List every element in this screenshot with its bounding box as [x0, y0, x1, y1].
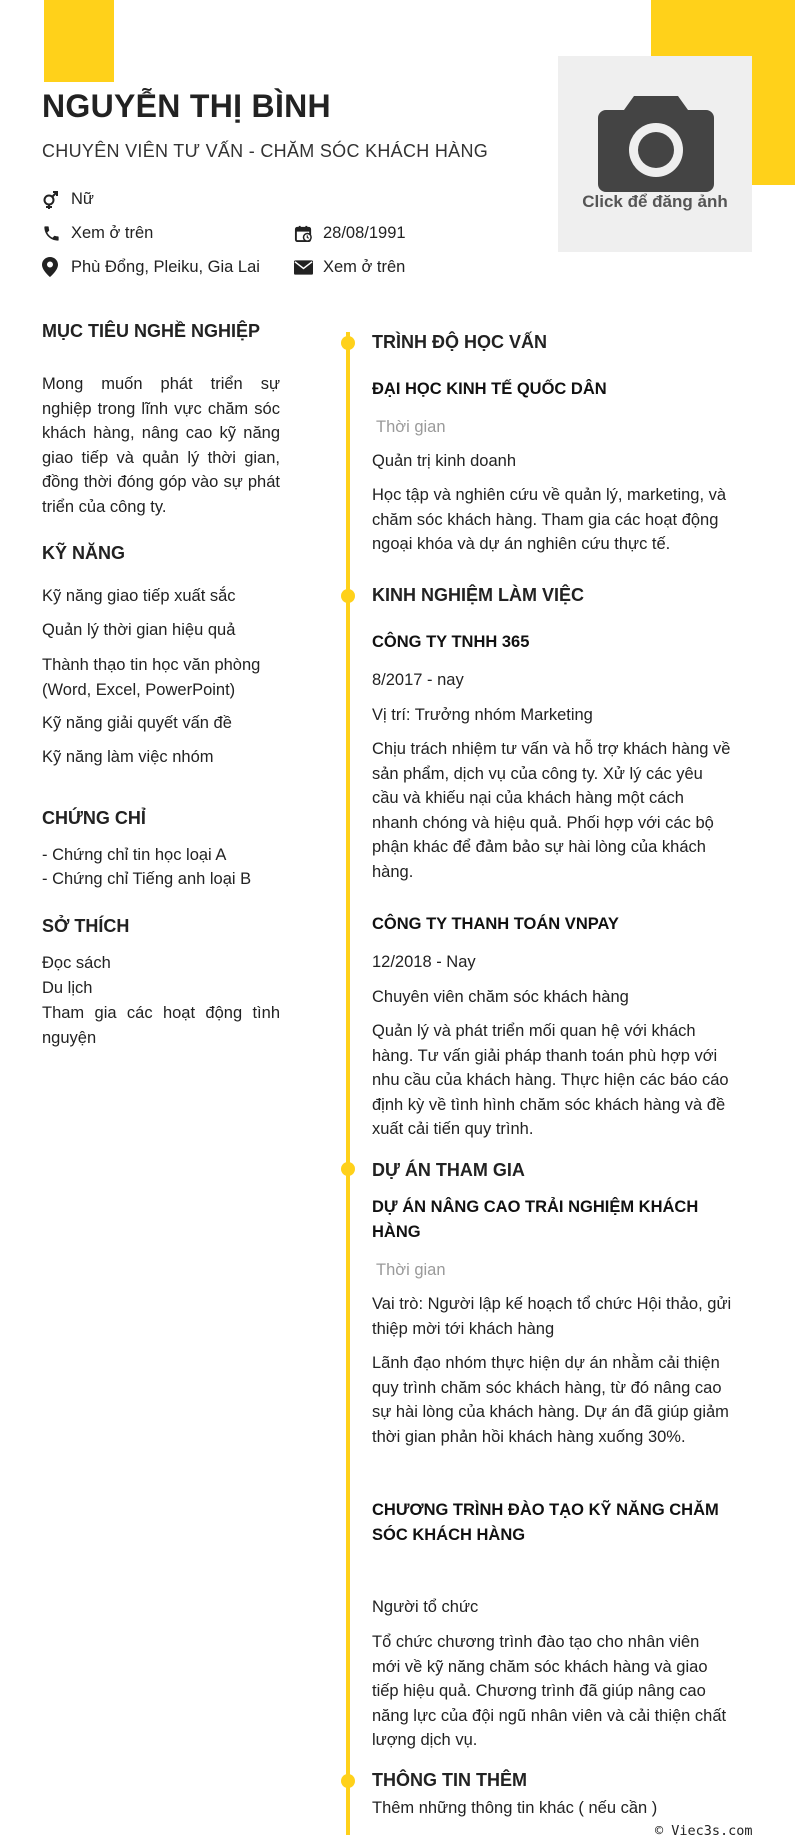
address-value: Phù Đổng, Pleiku, Gia Lai — [71, 257, 260, 276]
school-name: ĐẠI HỌC KINH TẾ QUỐC DÂN — [372, 380, 607, 398]
extra-text: Thêm những thông tin khác ( nếu cần ) — [372, 1799, 658, 1817]
education-time: Thời gian — [376, 418, 446, 436]
timeline-dot — [341, 1162, 355, 1176]
objective-title: MỤC TIÊU NGHỀ NGHIỆP — [42, 321, 261, 341]
job-role: Vị trí: Trưởng nhóm Marketing — [372, 706, 593, 724]
project-name: CHƯƠNG TRÌNH ĐÀO TẠO KỸ NĂNG CHĂM SÓC KHÁCH HÀNG — [372, 1501, 719, 1544]
photo-upload-label: Click để đăng ảnh — [582, 192, 728, 211]
experience-title: KINH NGHIỆM LÀM VIỆC — [372, 585, 585, 605]
certificates-title: CHỨNG CHỈ — [42, 808, 146, 828]
contact-address — [42, 257, 260, 277]
timeline-dot — [341, 336, 355, 350]
extra-title: THÔNG TIN THÊM — [372, 1770, 527, 1790]
candidate-name: NGUYỄN THỊ BÌNH — [42, 88, 331, 124]
skill-item: Thành thạo tin học văn phòng (Word, Excel, PowerPoint) — [42, 656, 261, 699]
job-time: 12/2018 - Nay — [372, 953, 476, 971]
skill-item: Kỹ năng giải quyết vấn đề — [42, 714, 232, 732]
skill-item: Quản lý thời gian hiệu quả — [42, 621, 236, 639]
contact-gender — [42, 189, 94, 209]
objective-text: Mong muốn phát triển sự nghiệp trong lĩnh vực chăm sóc khách hàng, nâng cao kỹ năng giao tiếp và quản lý thời gian, đồng thời đóng góp vào sự phát triển của công ty. — [42, 375, 280, 516]
decor-block-left — [44, 0, 114, 82]
phone-icon — [42, 223, 66, 243]
email-value: Xem ở trên — [323, 257, 406, 276]
email-icon — [294, 257, 318, 277]
skills-title: KỸ NĂNG — [42, 543, 126, 563]
certificate-item: - Chứng chỉ Tiếng anh loại B — [42, 870, 252, 888]
contact-birthday — [294, 223, 406, 243]
project-desc: Tổ chức chương trình đào tạo cho nhân viên mới về kỹ năng chăm sóc khách hàng và giao tiếp hiệu quả. Chương trình đã giúp nâng cao năng lực của đội ngũ nhân viên và cải thiện chất lượng dịch vụ. — [372, 1633, 727, 1749]
hobbies-title: SỞ THÍCH — [42, 916, 130, 936]
timeline-dot — [341, 1774, 355, 1788]
education-title: TRÌNH ĐỘ HỌC VẤN — [372, 332, 547, 352]
certificate-item: - Chứng chỉ tin học loại A — [42, 846, 227, 864]
phone-value: Xem ở trên — [71, 223, 154, 242]
project-role: Vai trò: Người lập kế hoạch tổ chức Hội thảo, gửi thiệp mời tới khách hàng — [372, 1295, 732, 1338]
education-desc: Học tập và nghiên cứu về quản lý, marketing, và chăm sóc khách hàng. Tham gia các hoạt động ngoại khóa và dự án nghiên cứu thực tế. — [372, 486, 727, 553]
contact-phone — [42, 223, 153, 243]
hobby-item: Tham gia các hoạt động tình nguyện — [42, 1004, 280, 1047]
project-name: DỰ ÁN NÂNG CAO TRẢI NGHIỆM KHÁCH HÀNG — [372, 1198, 699, 1241]
hobby-item: Đọc sách — [42, 954, 111, 972]
project-desc: Lãnh đạo nhóm thực hiện dự án nhằm cải thiện quy trình chăm sóc khách hàng, từ đó nâng cao sự hài lòng của khách hàng. Dự án đã giúp giảm thời gian phản hồi khách hàng xuống 30%. — [372, 1354, 729, 1446]
skill-item: Kỹ năng giao tiếp xuất sắc — [42, 587, 236, 605]
project-time: Thời gian — [376, 1261, 446, 1279]
job-company: CÔNG TY THANH TOÁN VNPAY — [372, 915, 619, 933]
camera-icon — [598, 92, 714, 192]
job-desc: Quản lý và phát triển mối quan hệ với khách hàng. Tư vấn giải pháp thanh toán phù hợp với nhu cầu của khách hàng. Thực hiện các báo cáo định kỳ về tình hình chăm sóc khách hàng và đề xuất cải tiến quy trình. — [372, 1022, 729, 1138]
skill-item: Kỹ năng làm việc nhóm — [42, 748, 214, 766]
footer-watermark: © Viec3s.com — [655, 1823, 753, 1839]
job-role: Chuyên viên chăm sóc khách hàng — [372, 988, 629, 1006]
gender-value: Nữ — [71, 189, 94, 208]
timeline-dot — [341, 589, 355, 603]
project-role: Người tổ chức — [372, 1598, 479, 1616]
job-desc: Chịu trách nhiệm tư vấn và hỗ trợ khách hàng về sản phẩm, dịch vụ của công ty. Xử lý các yêu cầu và khiếu nại của khách hàng một cách nhanh chóng và hiệu quả. Phối hợp với các bộ phận khác để đảm bảo sự hài lòng của khách hàng. — [372, 740, 731, 881]
calendar-icon — [294, 223, 318, 243]
gender-icon — [42, 189, 66, 209]
job-title: CHUYÊN VIÊN TƯ VẤN - CHĂM SÓC KHÁCH HÀNG — [42, 141, 489, 161]
projects-title: DỰ ÁN THAM GIA — [372, 1160, 525, 1180]
contact-email — [294, 257, 405, 277]
education-major: Quản trị kinh doanh — [372, 452, 517, 470]
photo-upload[interactable] — [558, 56, 752, 252]
job-time: 8/2017 - nay — [372, 671, 464, 689]
timeline-line — [346, 332, 350, 1835]
hobby-item: Du lịch — [42, 979, 93, 997]
job-company: CÔNG TY TNHH 365 — [372, 633, 530, 651]
birthday-value: 28/08/1991 — [323, 223, 406, 242]
location-icon — [42, 257, 66, 277]
